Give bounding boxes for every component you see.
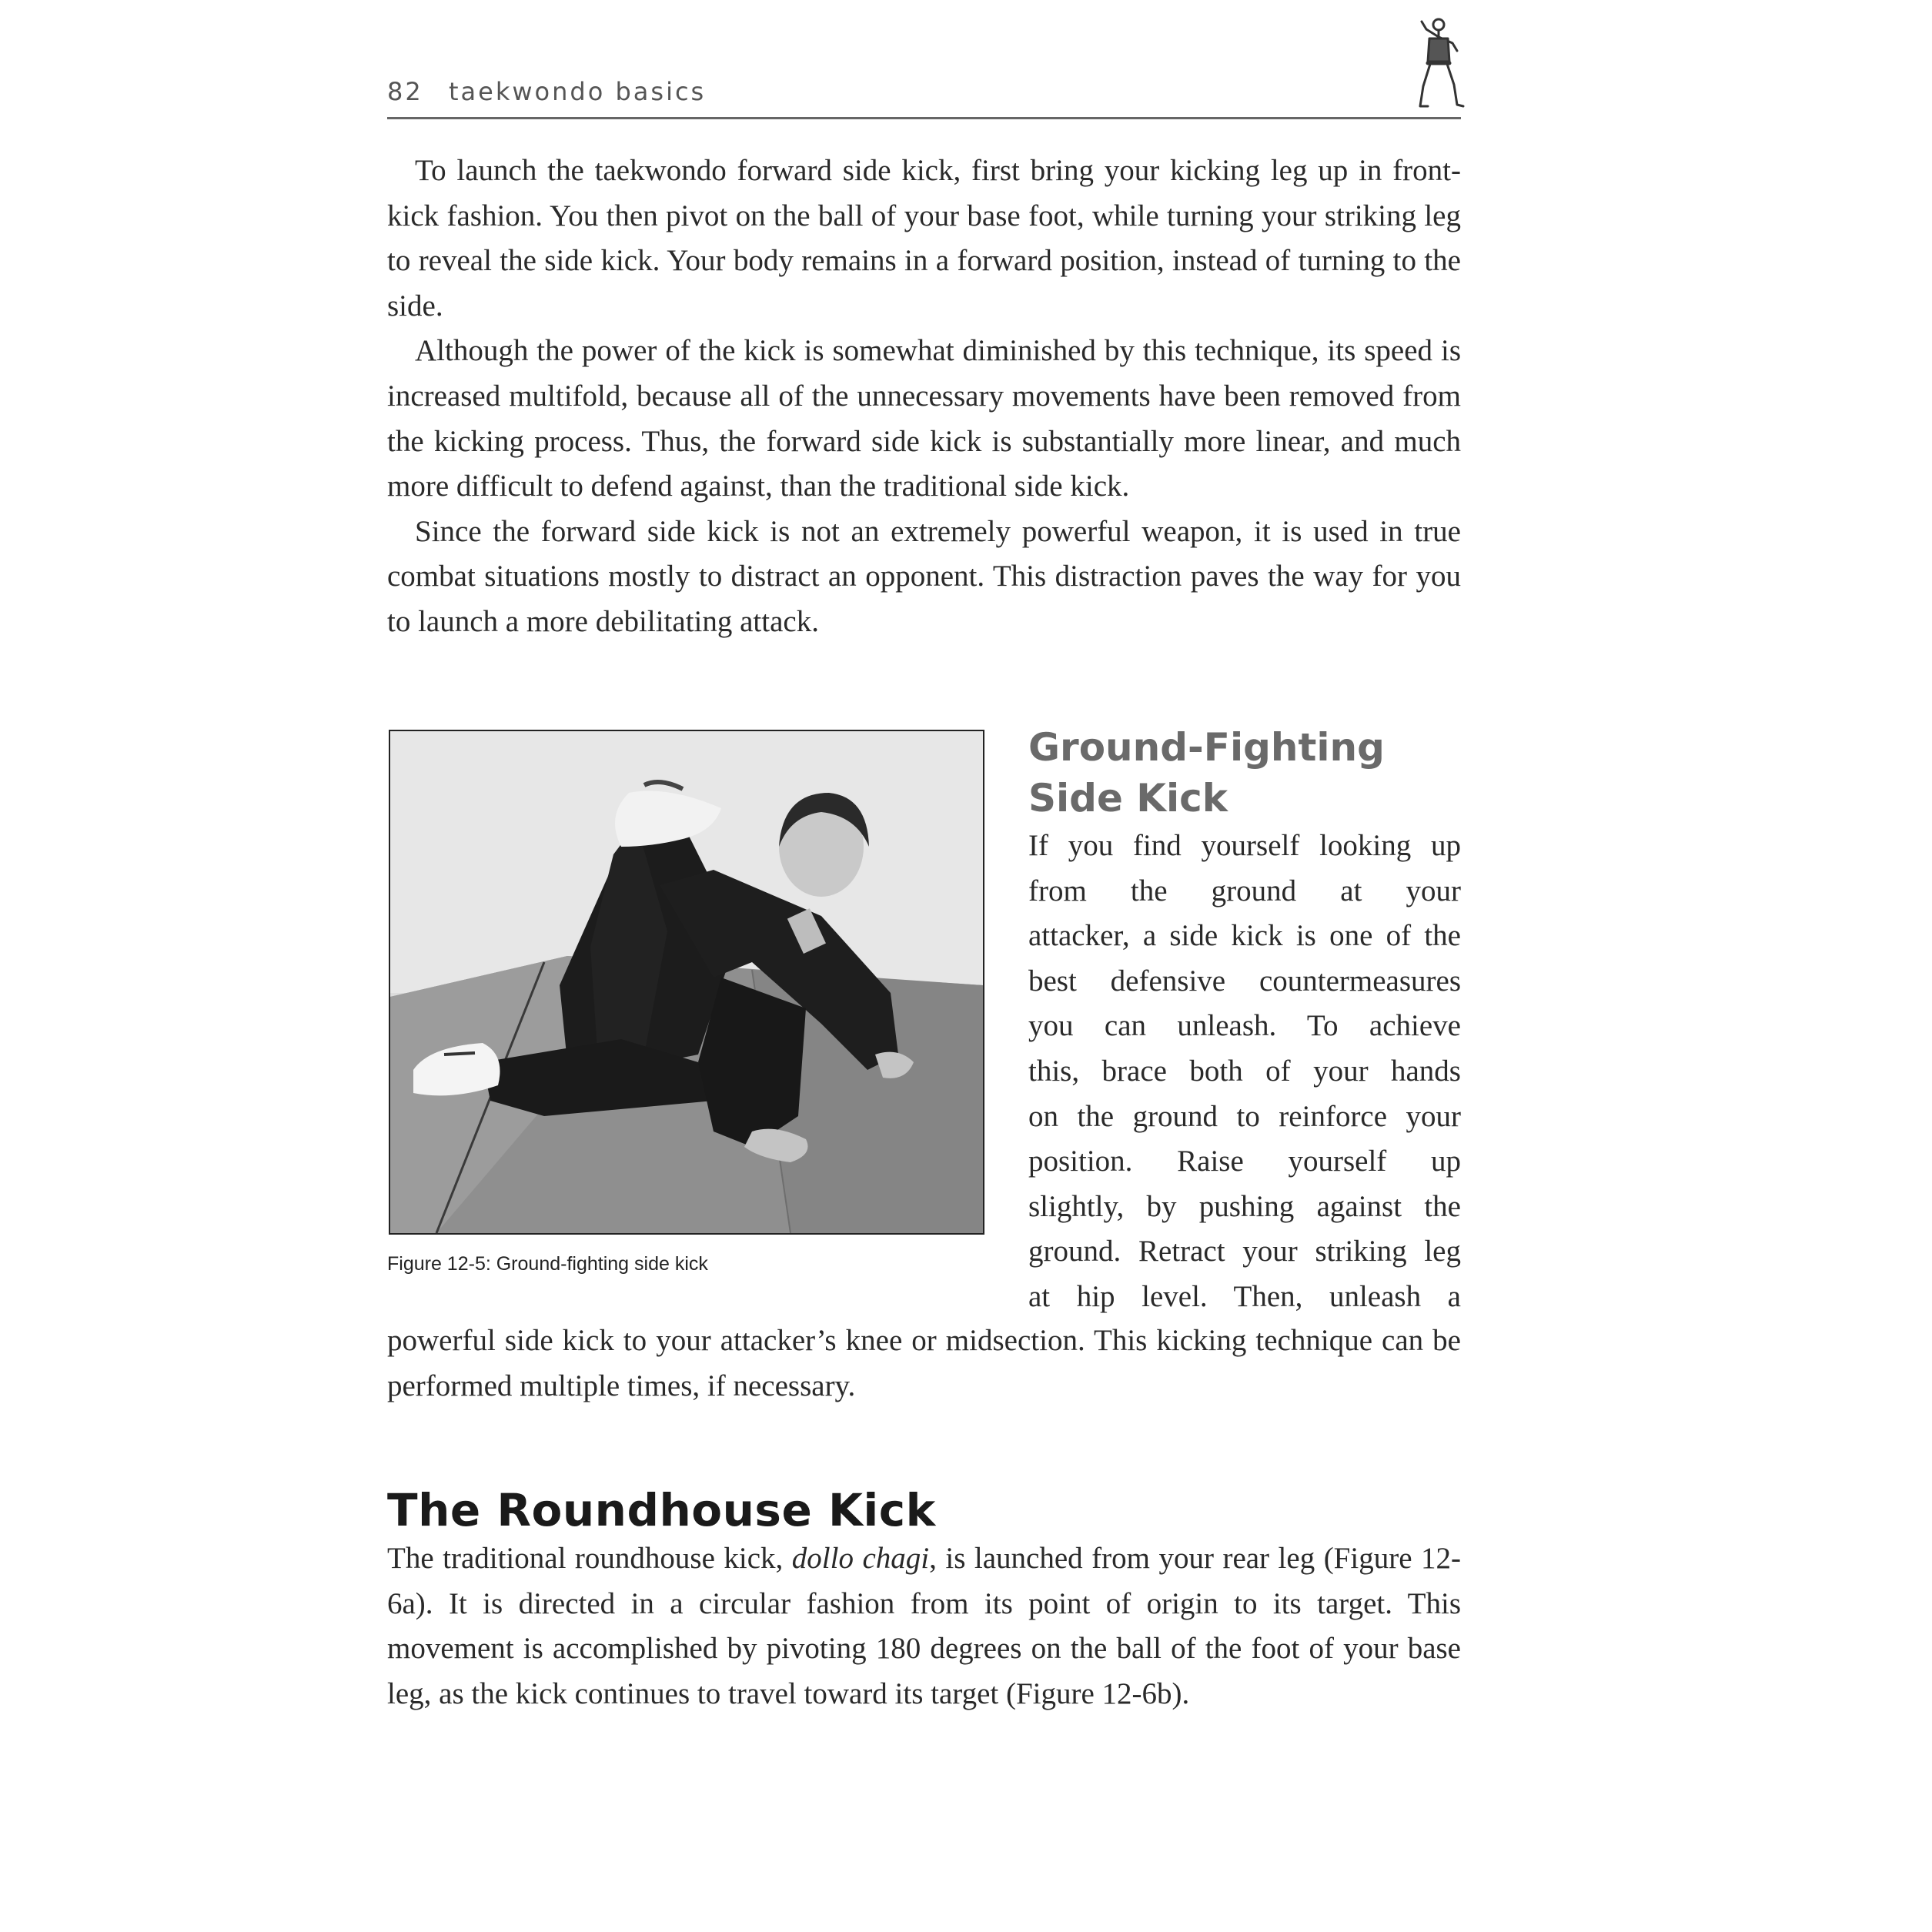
ground-fighting-side-kick-photo bbox=[389, 730, 984, 1235]
section-title: The Roundhouse Kick bbox=[387, 1484, 936, 1536]
text-run: , is launched from your rear leg (Figure 12-6a). It is directed in a circular fashion from its point of origin to its target. This movement is accomplished by pivoting 180 degrees on the ball of the foot of your base leg, as the kick continues to travel toward its target (Figure 12-6b). bbox=[387, 1542, 1461, 1710]
text-line: at hip level. Then, unleash a bbox=[1028, 1279, 1461, 1313]
text-line: you can unleash. To achieve bbox=[1028, 1009, 1461, 1043]
page-header bbox=[387, 77, 1461, 119]
text-line: best defensive countermeasures bbox=[1028, 964, 1461, 998]
paragraph: Although the power of the kick is somewhat diminished by this technique, its speed is increased multifold, because all of the unnecessary movements have been removed from the kicking process. Thus, the forward side kick is substantially more linear, and much more difficult to defend against, than the traditional side kick. bbox=[387, 334, 1461, 503]
figure-caption: Figure 12-5: Ground-fighting side kick bbox=[387, 1253, 708, 1275]
paragraph: To launch the taekwondo forward side kick, first bring your kicking leg up in front-kick fashion. You then pivot on the ball of your base foot, while turning your striking leg to reveal the side kick. Your body remains in a forward position, instead of turning to the side. bbox=[387, 154, 1461, 323]
text-line: from the ground at your bbox=[1028, 874, 1461, 908]
photo-illustration bbox=[390, 731, 983, 1233]
korean-term: dollo chagi bbox=[791, 1542, 930, 1575]
paragraph: Since the forward side kick is not an extremely powerful weapon, it is used in true combat situations mostly to distract an opponent. This distraction paves the way for you to launch a more debilitating attack. bbox=[387, 514, 1461, 638]
roundhouse-text bbox=[387, 1536, 1461, 1716]
paragraph bbox=[387, 1536, 1461, 1716]
martial-artist-icon bbox=[1412, 15, 1466, 112]
running-title: taekwondo basics bbox=[449, 77, 707, 106]
text-line: position. Raise yourself up bbox=[1028, 1145, 1461, 1178]
text-line: If you find yourself looking up bbox=[1028, 829, 1461, 862]
text-line: ground. Retract your striking leg bbox=[1028, 1235, 1461, 1269]
text-line: on the ground to reinforce your bbox=[1028, 1099, 1461, 1133]
text-line: attacker, a side kick is one of the bbox=[1028, 919, 1461, 953]
ground-fighting-text bbox=[1028, 824, 1461, 1320]
text-line: slightly, by pushing against the bbox=[1028, 1189, 1461, 1223]
intro-text bbox=[387, 149, 1461, 645]
subsection-title: Ground-Fighting Side Kick bbox=[1028, 725, 1385, 821]
page-number: 82 bbox=[387, 77, 423, 106]
text-line: this, brace both of your hands bbox=[1028, 1054, 1461, 1088]
ground-fighting-continuation bbox=[387, 1319, 1461, 1409]
paragraph: powerful side kick to your attacker’s knee or midsection. This kicking technique can be performed multiple times, if necessary. bbox=[387, 1324, 1461, 1402]
text-run: The traditional roundhouse kick, bbox=[387, 1542, 792, 1575]
